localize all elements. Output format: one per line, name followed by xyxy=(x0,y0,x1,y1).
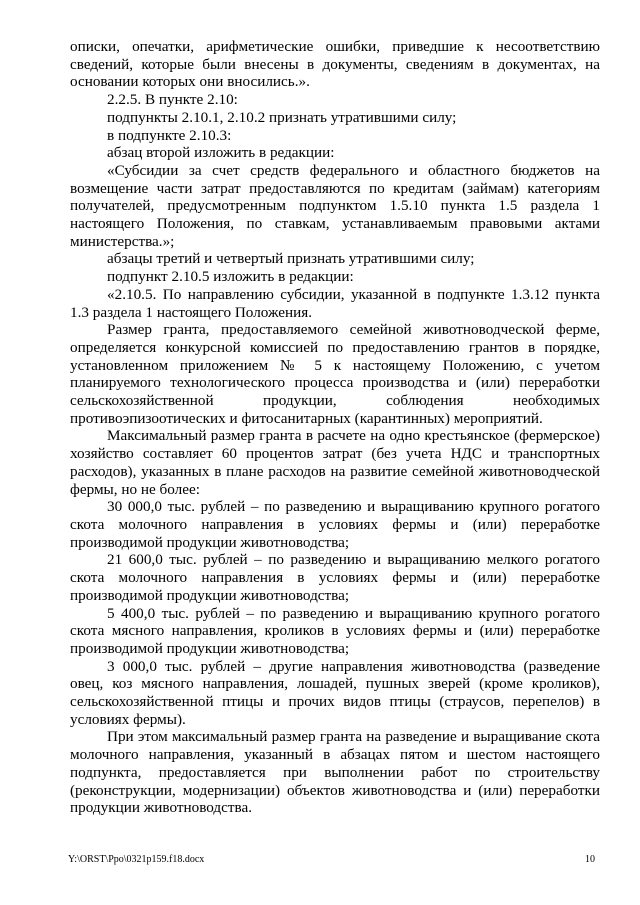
document-body xyxy=(70,38,600,817)
paragraph: 30 000,0 тыс. рублей – по разведению и выращиванию крупного рогатого скота молочного направления в условиях фермы и (или) переработке производимой продукции животноводства; xyxy=(70,498,600,551)
paragraph: «Субсидии за счет средств федерального и областного бюджетов на возмещение части затрат предоставляются по кредитам (займам) категориям получателей, предусмотренным подпунктом 1.5.10 пункта 1.5 раздела 1 настоящего Положения, по ставкам, устанавливаемым правовыми актами министерства.»; xyxy=(70,161,600,250)
paragraph: абзацы третий и четвертый признать утратившими силу; xyxy=(107,250,475,268)
paragraph: Максимальный размер гранта в расчете на одно крестьянское (фермерское) хозяйство составляет 60 процентов затрат (без учета НДС и транспортных расходов), указанных в плане расходов на развитие семейной животноводческой фермы, но не более: xyxy=(70,427,600,498)
paragraph: 3 000,0 тыс. рублей – другие направления животноводства (разведение овец, коз мясного направления, лошадей, пушных зверей (кроме кроликов), сельскохозяйственной птицы и прочих видов птицы (страусов, перепелов) в условиях фермы). xyxy=(70,657,600,728)
paragraph: описки, опечатки, арифметические ошибки, приведшие к несоответствию сведений, которые были внесены в документы, сведениям в документах, на основании которых они вносились.». xyxy=(70,38,600,91)
file-path: Y:\ORST\Ppo\0321p159.f18.docx xyxy=(68,854,205,865)
paragraph: 5 400,0 тыс. рублей – по разведению и выращиванию крупного рогатого скота мясного направления, кроликов в условиях фермы и (или) переработке производимой продукции животноводства; xyxy=(70,604,600,657)
paragraph: 21 600,0 тыс. рублей – по разведению и выращиванию мелкого рогатого скота молочного направления в условиях фермы и (или) переработке производимой продукции животноводства; xyxy=(70,551,600,604)
paragraph: подпункты 2.10.1, 2.10.2 признать утратившими силу; xyxy=(107,108,457,126)
paragraph: в подпункте 2.10.3: xyxy=(107,126,232,144)
paragraph: абзац второй изложить в редакции: xyxy=(107,144,335,162)
paragraph: При этом максимальный размер гранта на разведение и выращивание скота молочного направления, указанный в абзацах пятом и шестом настоящего подпункта, предоставляется при выполнении работ по строительству (реконструкции, модернизации) объектов животноводства и (или) переработки продукции животноводства. xyxy=(70,728,600,817)
paragraph: «2.10.5. По направлению субсидии, указанной в подпункте 1.3.12 пункта 1.3 раздела 1 настоящего Положения. xyxy=(70,285,600,321)
paragraph: подпункт 2.10.5 изложить в редакции: xyxy=(107,268,354,286)
page-number: 10 xyxy=(585,854,595,865)
paragraph: 2.2.5. В пункте 2.10: xyxy=(107,91,238,109)
paragraph: Размер гранта, предоставляемого семейной животноводческой ферме, определяется конкурсной комиссией по предоставлению грантов в порядке, установленном приложением № 5 к настоящему Положению, с учетом планируемого технологического процесса производства и (или) переработки сельскохозяйственной продукции, соблюдения необходимых противоэпизоотических и фитосанитарных (карантинных) мероприятий. xyxy=(70,321,600,427)
